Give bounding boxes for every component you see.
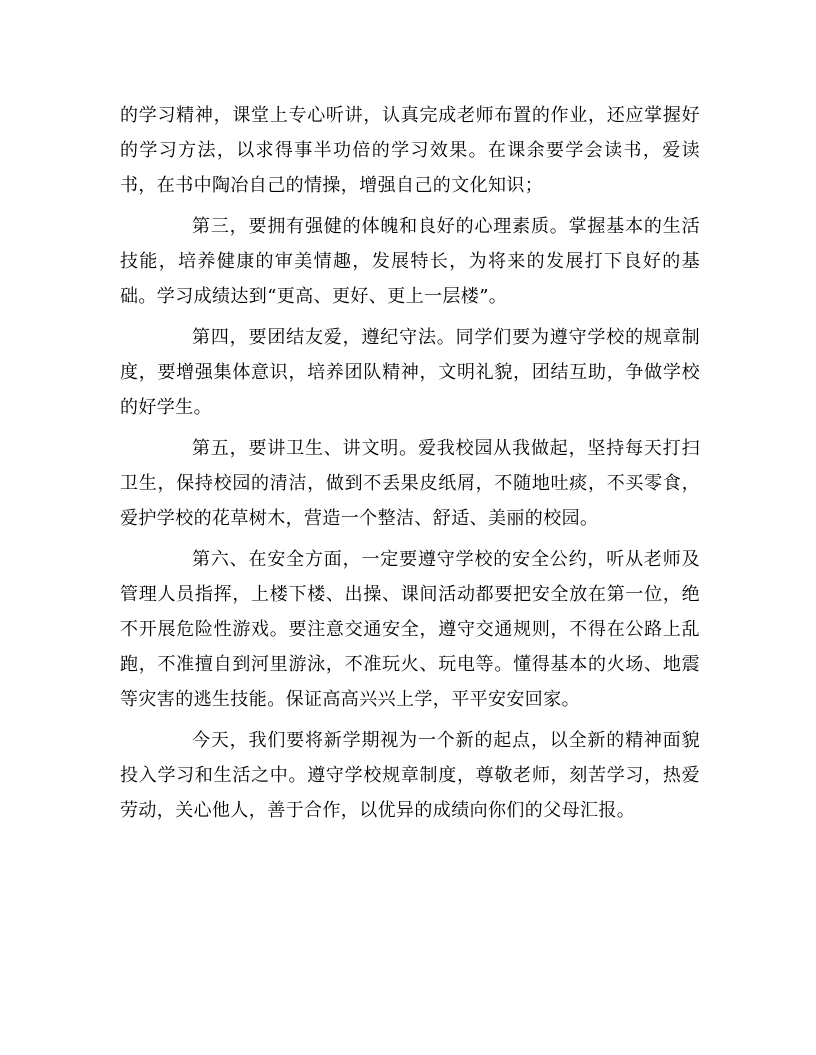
paragraph-1: 的学习精神，课堂上专心听讲，认真完成老师布置的作业，还应掌握好的学习方法，以求得事半功倍的学习效果。在课余要学会读书，爱读书，在书中陶冶自己的情操，增强自己的文化知识； bbox=[120, 105, 700, 196]
paragraph-4: 第五，要讲卫生、讲文明。爱我校园从我做起，坚持每天打扫卫生，保持校园的清洁，做到不丢果皮纸屑，不随地吐痰，不买零食，爱护学校的花草树木，营造一个整洁、舒适、美丽的校园。 bbox=[120, 438, 700, 529]
paragraph-6: 今天，我们要将新学期视为一个新的起点，以全新的精神面貌投入学习和生活之中。遵守学校规章制度，尊敬老师，刻苦学习，热爱劳动，关心他人，善于合作，以优异的成绩向你们的父母汇报。 bbox=[120, 730, 700, 821]
paragraph-5: 第六、在安全方面，一定要遵守学校的安全公约，听从老师及管理人员指挥，上楼下楼、出操、课间活动都要把安全放在第一位，绝不开展危险性游戏。要注意交通安全，遵守交通规则，不得在公路上乱跑，不准擅自到河里游泳，不准玩火、玩电等。懂得基本的火场、地震等灾害的逃生技能。保证高高兴兴上学，平平安安回家。 bbox=[120, 549, 700, 710]
paragraph-2: 第三，要拥有强健的体魄和良好的心理素质。掌握基本的生活技能，培养健康的审美情趣，发展特长，为将来的发展打下良好的基础。学习成绩达到“更高、更好、更上一层楼”。 bbox=[120, 216, 700, 307]
document-body bbox=[120, 98, 700, 828]
paragraph-3: 第四，要团结友爱，遵纪守法。同学们要为遵守学校的规章制度，要增强集体意识，培养团队精神，文明礼貌，团结互助，争做学校的好学生。 bbox=[120, 327, 700, 418]
